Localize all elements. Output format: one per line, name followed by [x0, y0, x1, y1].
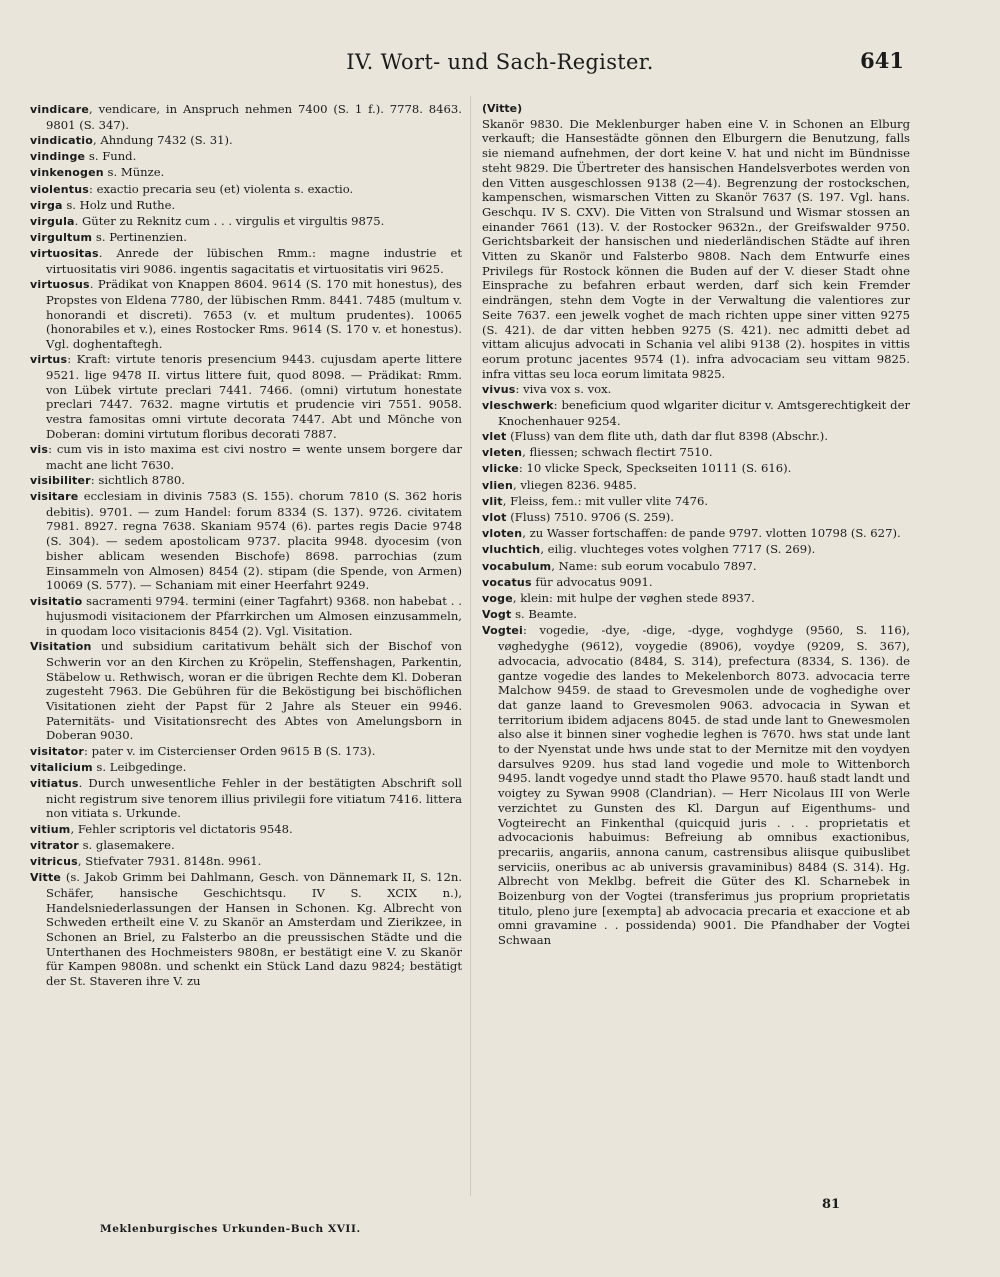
entry-headword: vluchtich: [482, 543, 541, 557]
register-entry: [482, 429, 910, 445]
right-column: [482, 102, 910, 1192]
page-number: 641: [860, 48, 904, 73]
register-entry: [30, 246, 462, 276]
entry-headword: Vogtei: [482, 624, 524, 638]
entry-headword: visitare: [30, 490, 79, 504]
register-entry: [30, 149, 462, 165]
entry-headword: virgula: [30, 214, 75, 228]
entry-headword: vis: [30, 442, 49, 456]
entry-headword: Vogt: [482, 608, 512, 622]
entry-text: s. Holz und Ruthe.: [62, 197, 176, 212]
entry-text: , Name: sub eorum vocabulo 7897.: [551, 558, 757, 573]
entry-text: und subsidium caritativum behält sich der Bischof von Schwerin vor an den Kirchen zu Kröpelin, Steffenshagen, Parkentin, Stäbelow u. Rethwisch, woran er die übrigen Rechte dem Kl. Doberan zugesteht 7963. Die Gebühren für die Beköstigung bei bischöflichen Visitationen zieht der Papst für 2 Jahre als Steuer ein 9946. Paternitäts- und Visitationsrecht des Abtes von Amelungsborn in Doberan 9030.: [46, 639, 462, 743]
entry-text: , fliessen; schwach flectirt 7510.: [522, 445, 713, 460]
register-entry: [482, 478, 910, 494]
entry-headword: vitium: [30, 822, 71, 836]
register-entry: [30, 822, 462, 838]
entry-headword: vinkenogen: [30, 166, 104, 180]
entry-text: : exactio precaria seu (et) violenta s. exactio.: [89, 181, 354, 196]
register-entry: [30, 639, 462, 743]
register-entry: [482, 510, 910, 526]
register-entry: [482, 445, 910, 461]
register-entry: [482, 559, 910, 575]
entry-text: : beneficium quod wlgariter dicitur v. Amtsgerechtigkeit der Knochenhauer 9254.: [498, 398, 910, 428]
entry-text: s. Fund.: [85, 149, 137, 164]
entry-text: (Fluss) van dem flite uth, dath dar flut 8398 (Abschr.).: [506, 428, 829, 443]
entry-text: , Stiefvater 7931. 8148n. 9961.: [77, 853, 262, 868]
entry-text: . Güter zu Reknitz cum . . . virgulis et virgultis 9875.: [74, 213, 385, 228]
register-entry: [30, 870, 462, 989]
entry-headword: vitricus: [30, 854, 78, 868]
entry-text: (Fluss) 7510. 9706 (S. 259).: [506, 509, 674, 524]
register-entry: [30, 473, 462, 489]
register-entry: [30, 230, 462, 246]
entry-text: : vogedie, -dye, -dige, -dyge, voghdyge (9560, S. 116), vøghedyghe (9612), voygedie (8906), voydye (9209, S. 367), advocacia, advocatio (8484, S. 314), prefectura (8334, S. 136). de gantze vogedie des landes to Mekelenborch 8073. advocacia terre Malchow 9459. de staad to Grevesmolen unde de voghedighe over dat ganze laand to Grevesmolen 9063. advocacia in Sywan et territorium ibidem adjacens 8045. de stad unde lant to Gnewesmolen also alse it binnen siner voghedie leghen is 7670. hws stat unde lant to der Nyenstat unde hws unde stat to der Mernitze mit den voydyen darsulves 9209. hus stad land vogedie und mole to Wittenborch 9495. landt vogedye unnd stadt tho Plawe 9570. hauß stadt landt und voigtey zu Sywan 9908 (Clandrian). — Herr Nicolaus III von Werle verzichtet zu Gunsten des Kl. Dargun auf Eigenthums- und Vogteirecht an Finkenthal (quicquid juris . . . proprietatis et advocacionis habuimus: Befreiung ab omnibus exactionibus, precariis, angariis, annona canum, castrensibus aliisque quibuslibet serviciis, oneribus ac ab universis gravaminibus) 8484 (S. 314). Hg. Albrecht von Meklbg. befreit die Güter des Kl. Scharnebek in Boizenburg von der Vogtei (transferimus jus proprium proprietatis titulo, pleno jure [exempta] ab advocacia precaria et exaccione et ab omni gravamine . . possidenda) 9001. Die Pfandhaber der Vogtei Schwaan: [498, 623, 910, 948]
entry-text: , Ahndung 7432 (S. 31).: [92, 132, 233, 147]
entry-headword: vlet: [482, 429, 507, 443]
entry-headword: virtuosus: [30, 278, 90, 292]
entry-headword: visibiliter: [30, 473, 91, 487]
register-entry: [30, 760, 462, 776]
entry-headword: vivus: [482, 382, 516, 396]
entry-text: . Prädikat von Knappen 8604. 9614 (S. 170 mit honestus), des Propstes von Eldena 7780, der lübischen Rmm. 8441. 7485 (multum v. honorandi et discreti). 7653 (v. et multum prudentes). 10065 (honorabiles et v.), eines Rostocker Rms. 9614 (S. 170 v. et honestus). Vgl. doghentaftegh.: [46, 277, 462, 352]
register-entry: [482, 591, 910, 607]
entry-text: s. Münze.: [103, 165, 165, 180]
entry-text: s. glasemakere.: [78, 837, 175, 852]
register-entry: [30, 133, 462, 149]
entry-text: , eilig. vluchteges votes volghen 7717 (S. 269).: [540, 542, 816, 557]
entry-text: sacramenti 9794. termini (einer Tagfahrt) 9368. non habebat . . hujusmodi visitacionem der Pfarrkirchen um Almosen einzusammeln, in quodam loco visitacionis 8454 (2). Vgl. Visitation.: [46, 593, 462, 638]
entry-headword: virtuositas: [30, 247, 99, 261]
entry-headword: vlit: [482, 494, 503, 508]
register-entry: [30, 198, 462, 214]
entry-headword: vlicke: [482, 462, 519, 476]
entry-headword: virtus: [30, 353, 68, 367]
continued-entry-text: Skanör 9830. Die Meklenburger haben eine V. in Schonen an Elburg verkauft; die Hansestädte gönnen den Elburgern die Benutzung, falls sie niemand aufnehmen, der dort keine V. hat und nicht im Bündnisse steht 9829. Die Übertreter des hansischen Handelsverbotes werden von den Vitten ausgeschlossen 9138 (2—4). Begrenzung der rostockschen, kampenschen, wismarschen Vitten zu Skanör 7637 (S. 197. Vgl. hans. Geschqu. IV S. CXV). Die Vitten von Stralsund und Wismar stossen an einander 7661 (13). V. der Rostocker 9632n., der Greifswalder 9750. Gerichtsbarkeit der hansischen und niederländischen Städte auf ihren Vitten zu Skanör und Falsterbo 9808. Nach dem Entwurfe eines Privilegs für Rostock können die Buden auf der V. dieser Stadt ohne Einsprache zu befahren erbaut werden, darf sich kein Fremder eindrängen, stehn dem Vogte in der Verwaltung die valentiores zur Seite 7637. een jewelk voghet de mach richten uppe siner vitten 9275 (S. 421). de dar vitten hebben 9275 (S. 421). nec admitti debet ad vittam alicujus advocati in Schania vel alibi 9138 (2). hospites in vittis eorum protunc jacentes 9574 (1). infra advocaciam seu vittam 9825. infra vittas seu loca eorum limitata 9825.: [482, 116, 910, 381]
column-divider: [470, 96, 471, 1196]
register-entry: [30, 489, 462, 593]
entry-headword: vitalicium: [30, 760, 93, 774]
register-entry: [482, 575, 910, 591]
entry-text: : cum vis in isto maxima est civi nostro = wente unsem borgere dar macht ane licht 7630.: [46, 441, 462, 472]
register-entry: [482, 607, 910, 623]
register-entry: [30, 776, 462, 821]
entry-headword: vindinge: [30, 150, 86, 164]
entry-headword: vleten: [482, 446, 523, 460]
register-entry: [482, 382, 910, 398]
entry-headword: vleschwerk: [482, 399, 554, 413]
entry-headword: vitrator: [30, 838, 79, 852]
entry-headword: violentus: [30, 182, 89, 196]
register-entry: [482, 542, 910, 558]
entry-headword: vindicatio: [30, 133, 93, 147]
entry-headword: vitiatus: [30, 776, 79, 790]
entry-text: . Durch unwesentliche Fehler in der bestätigten Abschrift soll nicht registrum sive tenorem illius privilegii fore vitiatum 7416. littera non vitiata s. Urkunde.: [46, 775, 462, 821]
register-entry: [482, 494, 910, 510]
register-entry: [30, 214, 462, 230]
entry-text: : Kraft: virtute tenoris presencium 9443. cujusdam aperte littere 9521. lige 9478 II. virtus littere fuit, quod 8098. — Prädikat: Rmm. von Lübek virtute preclari 7441. 7466. (omni) virtutum honestate preclari 7447. 7632. magne virtutis et prudencie viri 7551. 9058. vestra famositas omni virtute decorata 7447. Abt und Mönche von Doberan: domini virtutum floribus decorati 7887.: [46, 352, 462, 441]
left-column: [30, 102, 462, 1210]
entry-headword: voge: [482, 592, 513, 605]
register-entry: [30, 838, 462, 854]
entry-headword: Vitte: [30, 871, 62, 885]
register-entry: [30, 102, 462, 132]
entry-text: s. Leibgedinge.: [92, 759, 187, 774]
entry-headword: vindicare: [30, 103, 90, 116]
sheet-signature: 81: [822, 1197, 841, 1212]
register-entry: [30, 352, 462, 441]
entry-headword: Visitation: [30, 640, 92, 654]
entry-text: : 10 vlicke Speck, Speckseiten 10111 (S. 616).: [518, 461, 792, 476]
register-entry: [30, 182, 462, 198]
page-title: IV. Wort- und Sach-Register.: [346, 50, 654, 74]
entry-headword: virgultum: [30, 231, 93, 245]
entry-text: ecclesiam in divinis 7583 (S. 155). chorum 7810 (S. 362 horis debitis). 9701. — zum Handel: forum 8334 (S. 137). 9726. civitatem 7981. 8927. regna 7638. Skaniam 9574 (6). partes regis Dacie 9748 (S. 304). — sedem apostolicam 9737. placita 9948. dyocesim (von bisher ablicam wesenden Bischofe) 8698. parrochias (zum Einsammeln von Almosen) 8454 (2). stipam (die Spende, von Armen) 10069 (S. 577). — Schaniam mit einer Heerfahrt 9249.: [46, 489, 462, 593]
entry-text: s. Beamte.: [511, 607, 577, 622]
entry-text: (s. Jakob Grimm bei Dahlmann, Gesch. von Dännemark II, S. 12n. Schäfer, hansische Geschichtsqu. IV S. XCIX n.), Handelsniederlassungen der Hansen in Schonen. Kg. Albrecht von Schweden ertheilt eine V. zu Skanör an Amsterdam und Zierikzee, in Schonen an Briel, zu Falsterbo an die preussischen Städte und die Unterthanen des Hochmeisters 9808n, er bestätigt eine V. zu Skanör für Kampen 9808n. und schenkt ein Stück Land dazu 9824; bestätigt der St. Staveren ihre V. zu: [46, 870, 462, 989]
entry-headword: vocatus: [482, 575, 532, 589]
register-entry: [482, 526, 910, 542]
entry-headword: vocabulum: [482, 559, 552, 573]
entry-text: : pater v. im Cistercienser Orden 9615 B (S. 173).: [83, 743, 376, 758]
entry-headword: virga: [30, 198, 63, 212]
register-entry: [30, 442, 462, 472]
book-title-footer: Meklenburgisches Urkunden-Buch XVII.: [100, 1223, 361, 1235]
entry-text: , zu Wasser fortschaffen: de pande 9797. vlotten 10798 (S. 627).: [522, 526, 901, 541]
entry-text: . Anrede der lübischen Rmm.: magne industrie et virtuositatis viri 9086. ingentis sagacitatis et virtuositatis viri 9625.: [46, 246, 462, 277]
continued-headword: (Vitte): [482, 102, 523, 115]
register-entry: [482, 623, 910, 947]
register-entry: [30, 277, 462, 352]
entry-text: , vendicare, in Anspruch nehmen 7400 (S. 1 f.). 7778. 8463. 9801 (S. 347).: [46, 102, 462, 132]
continued-entry: [482, 102, 910, 381]
entry-headword: visitatio: [30, 594, 83, 608]
entry-text: , vliegen 8236. 9485.: [513, 477, 637, 492]
entry-headword: vloten: [482, 527, 523, 541]
register-entry: [30, 854, 462, 870]
entry-text: , klein: mit hulpe der vøghen stede 8937.: [512, 591, 755, 605]
register-entry: [482, 461, 910, 477]
entry-text: , Fehler scriptoris vel dictatoris 9548.: [70, 821, 293, 836]
entry-text: : viva vox s. vox.: [515, 381, 612, 396]
register-entry: [482, 398, 910, 428]
entry-text: für advocatus 9091.: [531, 574, 653, 589]
register-entry: [30, 165, 462, 181]
entry-text: : sichtlich 8780.: [90, 472, 185, 487]
entry-headword: vlot: [482, 510, 507, 524]
entry-headword: visitator: [30, 744, 84, 758]
entry-text: , Fleiss, fem.: mit vuller vlite 7476.: [502, 493, 709, 508]
entry-headword: vlien: [482, 478, 514, 492]
register-entry: [30, 594, 462, 639]
register-entry: [30, 744, 462, 760]
entry-text: s. Pertinenzien.: [92, 230, 187, 245]
right-entries: [482, 382, 910, 948]
